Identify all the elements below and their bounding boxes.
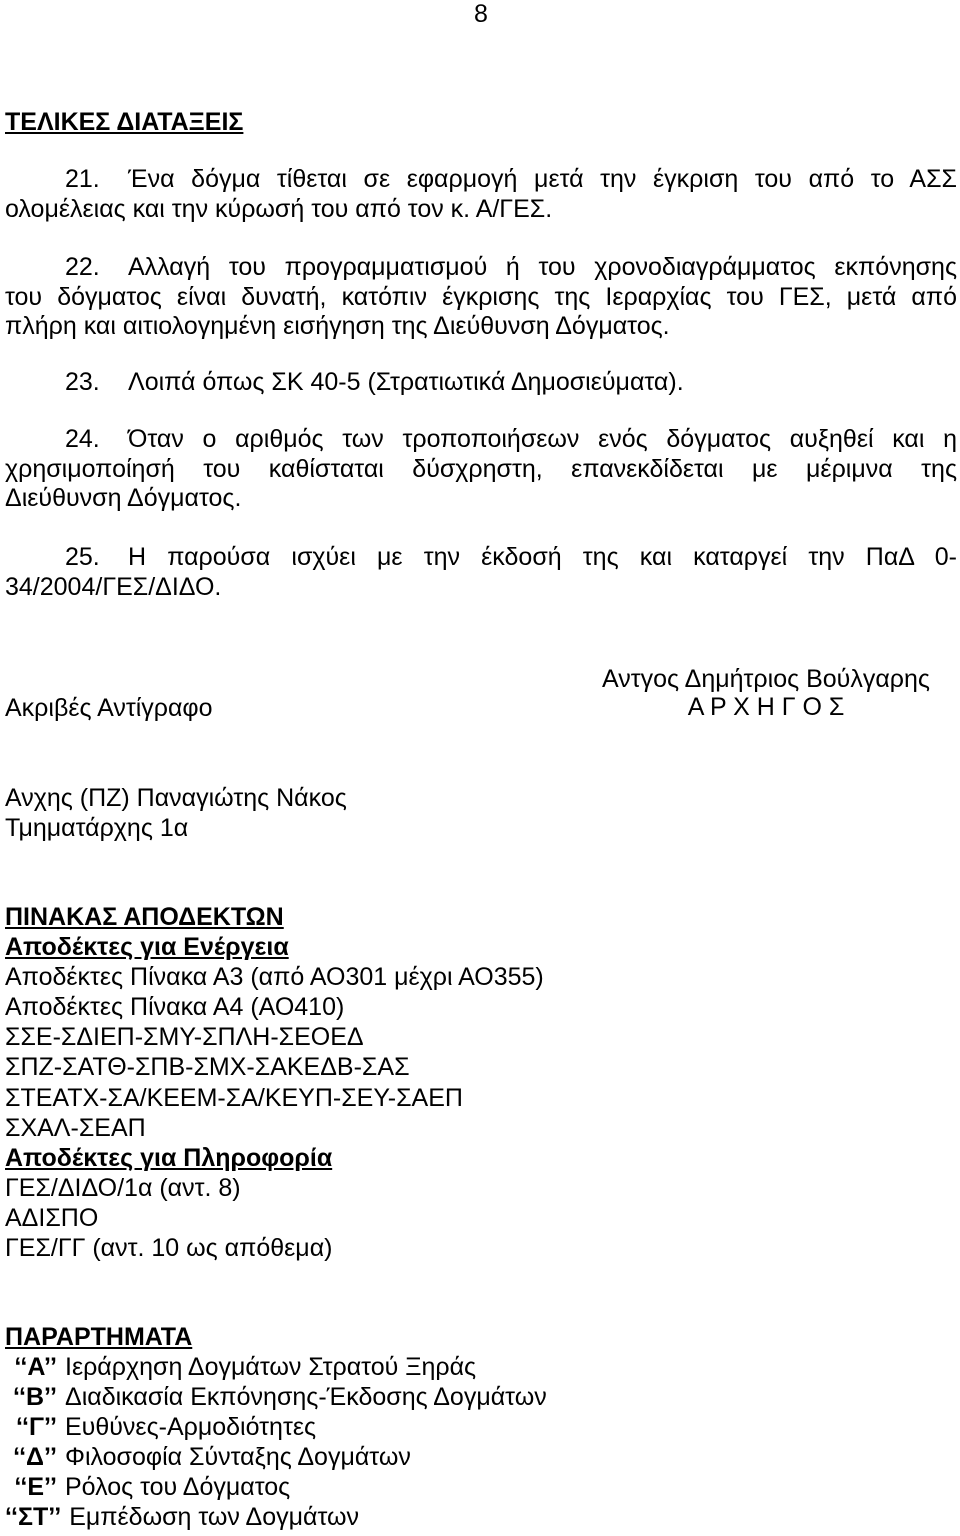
annex-label: ‘‘Γ’’ bbox=[16, 1413, 57, 1441]
annexes-section bbox=[5, 1322, 957, 1532]
paragraph-number: 23. bbox=[65, 368, 100, 396]
annex-label: ‘‘ΣΤ’’ bbox=[5, 1503, 62, 1531]
paragraph-number: 22. bbox=[65, 253, 100, 281]
paragraph-text: Αλλαγή του προγραμματισμού ή του χρονοδιαγράμματος εκπόνησης bbox=[128, 253, 957, 281]
paragraph-number: 21. bbox=[65, 165, 100, 193]
annex-title: Ευθύνες-Αρμοδιότητες bbox=[65, 1413, 317, 1441]
paragraph-24 bbox=[5, 425, 957, 514]
annex-label: ‘‘Δ’’ bbox=[13, 1443, 57, 1471]
recipients-title: ΠΙΝΑΚΑΣ ΑΠΟΔΕΚΤΩΝ bbox=[5, 903, 284, 931]
paragraph-25 bbox=[5, 543, 957, 602]
recipient-item: ΣΣΕ-ΣΔΙΕΠ-ΣΜΥ-ΣΠΛΗ-ΣΕΟΕΔ bbox=[5, 1023, 364, 1052]
paragraph-line bbox=[5, 253, 957, 283]
paragraph-line bbox=[5, 368, 957, 398]
recipient-item: ΓΕΣ/ΔΙΔΟ/1α (αντ. 8) bbox=[5, 1173, 241, 1202]
true-copy-label: Ακριβές Αντίγραφο bbox=[5, 694, 213, 722]
recipients-section bbox=[5, 902, 957, 1263]
recipient-item: ΑΔΙΣΠΟ bbox=[5, 1203, 99, 1232]
annex-item bbox=[5, 1442, 957, 1472]
recipient-item: ΓΕΣ/ΓΓ (αντ. 10 ως απόθεμα) bbox=[5, 1234, 333, 1263]
recipient-item: ΣΧΑΛ-ΣΕΑΠ bbox=[5, 1113, 146, 1142]
signer-title: Α Ρ Χ Η Γ Ο Σ bbox=[687, 693, 845, 721]
annex-item bbox=[5, 1352, 957, 1382]
paragraph-line: 34/2004/ΓΕΣ/ΔΙΔΟ. bbox=[5, 572, 222, 601]
paragraph-line: πλήρη και αιτιολογημένη εισήγηση της Διεύθυνση Δόγματος. bbox=[5, 312, 670, 341]
paragraph-line: χρησιμοποίησή του καθίσταται δύσχρηστη, επανεκδίδεται με μέριμνα της bbox=[5, 454, 957, 483]
paragraph-text: Λοιπά όπως ΣΚ 40-5 (Στρατιωτικά Δημοσιεύματα). bbox=[128, 368, 684, 396]
signer-name: Αντγος Δημήτριος Βούλγαρης bbox=[602, 665, 930, 693]
annex-title: Εμπέδωση των Δογμάτων bbox=[69, 1503, 359, 1531]
annex-label: ‘‘Α’’ bbox=[14, 1353, 57, 1381]
annexes-title: ΠΑΡΑΡΤΗΜΑΤΑ bbox=[5, 1323, 193, 1351]
paragraph-number: 25. bbox=[65, 543, 100, 571]
paragraph-line: ολομέλειας και την κύρωσή του από τον κ. Α/ΓΕΣ. bbox=[5, 194, 553, 223]
paragraph-line: Διεύθυνση Δόγματος. bbox=[5, 484, 242, 513]
paragraph-23 bbox=[5, 368, 957, 398]
annex-title: Ιεράρχηση Δογμάτων Στρατού Ξηράς bbox=[65, 1353, 477, 1381]
page-number: 8 bbox=[474, 0, 488, 28]
info-recipients-heading: Αποδέκτες για Πληροφορία bbox=[5, 1143, 333, 1172]
recipient-item: ΣΤΕΑΤΧ-ΣΑ/ΚΕΕΜ-ΣΑ/ΚΕΥΠ-ΣΕΥ-ΣΑΕΠ bbox=[5, 1083, 463, 1112]
annex-label: ‘‘Ε’’ bbox=[14, 1473, 57, 1501]
paragraph-line: του δόγματος είναι δυνατή, κατόπιν έγκρισης της Ιεραρχίας του ΓΕΣ, μετά από bbox=[5, 282, 957, 311]
annex-title: Ρόλος του Δόγματος bbox=[65, 1473, 291, 1501]
annex-item bbox=[5, 1412, 957, 1442]
signer-block bbox=[590, 665, 942, 721]
paragraph-line bbox=[5, 165, 957, 195]
section-title: ΤΕΛΙΚΕΣ ΔΙΑΤΑΞΕΙΣ bbox=[5, 108, 244, 136]
paragraph-text: Όταν ο αριθμός των τροποποιήσεων ενός δόγματος αυξηθεί και η bbox=[128, 425, 957, 453]
recipient-item: Αποδέκτες Πίνακα Α4 (ΑΟ410) bbox=[5, 993, 345, 1022]
annex-label: ‘‘Β’’ bbox=[13, 1383, 57, 1411]
certifier-title: Τμηματάρχης 1α bbox=[5, 814, 189, 842]
paragraph-line bbox=[5, 543, 957, 573]
paragraph-line bbox=[5, 425, 957, 455]
annex-item bbox=[5, 1472, 957, 1502]
paragraph-text: Ένα δόγμα τίθεται σε εφαρμογή μετά την έγκριση του από το ΑΣΣ bbox=[128, 165, 957, 193]
paragraph-number: 24. bbox=[65, 425, 100, 453]
recipient-item: ΣΠΖ-ΣΑΤΘ-ΣΠΒ-ΣΜΧ-ΣΑΚΕΔΒ-ΣΑΣ bbox=[5, 1053, 410, 1082]
annex-title: Φιλοσοφία Σύνταξης Δογμάτων bbox=[65, 1443, 411, 1471]
annex-title: Διαδικασία Εκπόνησης-Έκδοσης Δογμάτων bbox=[65, 1383, 547, 1411]
action-recipients-heading: Αποδέκτες για Ενέργεια bbox=[5, 933, 289, 962]
annex-item bbox=[5, 1382, 957, 1412]
certifier-name: Ανχης (ΠΖ) Παναγιώτης Νάκος bbox=[5, 784, 347, 812]
paragraph-text: Η παρούσα ισχύει με την έκδοσή της και καταργεί την ΠαΔ 0- bbox=[128, 543, 957, 571]
recipient-item: Αποδέκτες Πίνακα Α3 (από ΑΟ301 μέχρι ΑΟ355) bbox=[5, 963, 544, 992]
paragraph-21 bbox=[5, 165, 957, 224]
annex-item bbox=[5, 1502, 957, 1532]
paragraph-22 bbox=[5, 253, 957, 342]
certifier-block bbox=[5, 783, 347, 843]
